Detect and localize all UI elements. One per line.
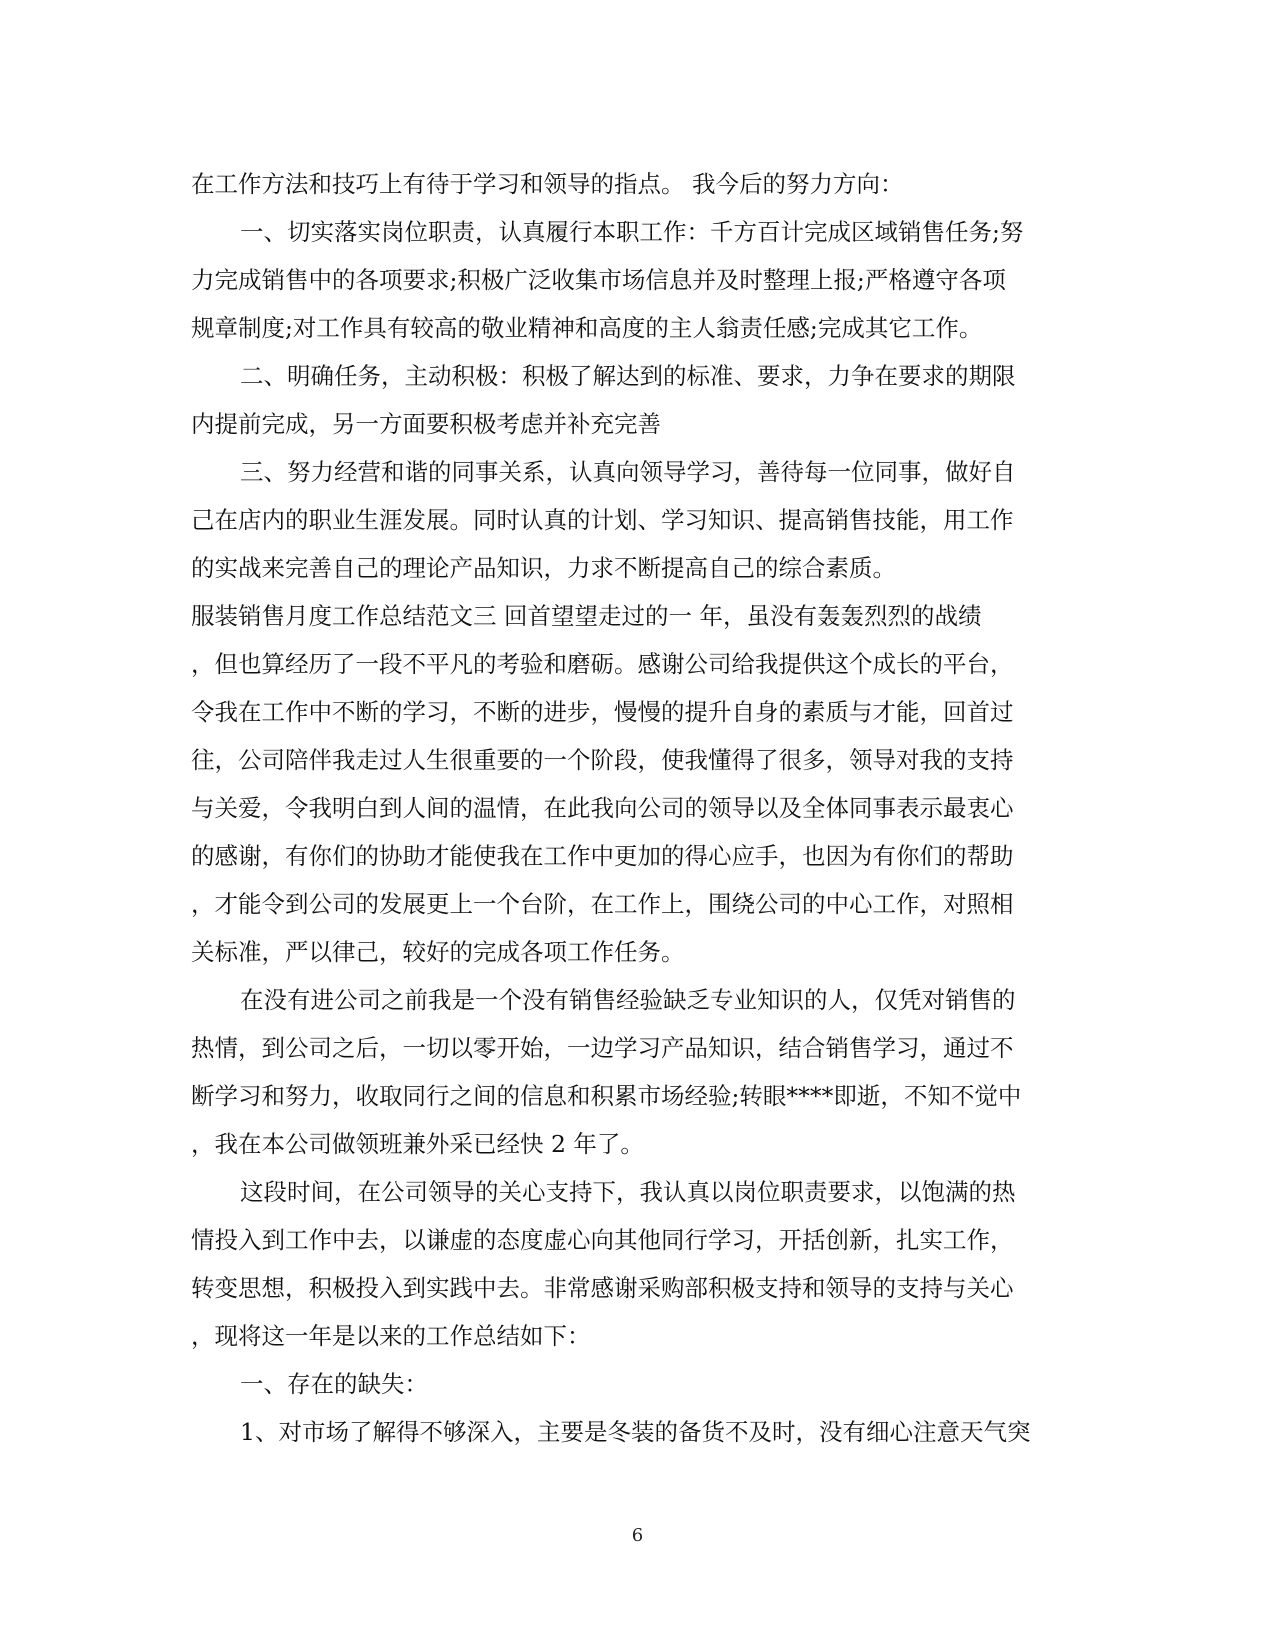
text-line: 己在店内的职业生涯发展。同时认真的计划、学习知识、提高销售技能，用工作 — [191, 506, 1014, 534]
text-line: 力完成销售中的各项要求;积极广泛收集市场信息并及时整理上报;严格遵守各项 — [191, 266, 1006, 294]
text-line: 这段时间，在公司领导的关心支持下，我认真以岗位职责要求，以饱满的热 — [240, 1178, 1016, 1206]
text-line: 的实战来完善自己的理论产品知识，力求不断提高自己的综合素质。 — [191, 554, 896, 582]
text-line: 服装销售月度工作总结范文三 回首望望走过的一 年，虽没有轰轰烈烈的战绩 — [191, 602, 982, 630]
text-line: ，但也算经历了一段不平凡的考验和磨砺。感谢公司给我提供这个成长的平台， — [191, 650, 1014, 678]
text-line: 的感谢，有你们的协助才能使我在工作中更加的得心应手，也因为有你们的帮助 — [191, 842, 1014, 870]
text-line: 三、努力经营和谐的同事关系，认真向领导学习，善待每一位同事，做好自 — [240, 458, 1016, 486]
text-line: 内提前完成，另一方面要积极考虑并补充完善 — [191, 410, 661, 438]
text-line: ，现将这一年是以来的工作总结如下： — [191, 1322, 591, 1350]
text-line: ，我在本公司做领班兼外采已经快 2 年了。 — [191, 1130, 644, 1158]
text-line: 热情，到公司之后，一切以零开始，一边学习产品知识，结合销售学习，通过不 — [191, 1034, 1014, 1062]
page-number: 6 — [631, 1525, 644, 1546]
text-line: 在没有进公司之前我是一个没有销售经验缺乏专业知识的人，仅凭对销售的 — [240, 986, 1016, 1014]
text-line: 二、明确任务，主动积极：积极了解达到的标准、要求，力争在要求的期限 — [240, 362, 1016, 390]
text-line: 往，公司陪伴我走过人生很重要的一个阶段，使我懂得了很多，领导对我的支持 — [191, 746, 1014, 774]
text-line: 一、存在的缺失： — [240, 1370, 428, 1398]
text-line: 与关爱，令我明白到人间的温情，在此我向公司的领导以及全体同事表示最衷心 — [191, 794, 1014, 822]
text-line: 转变思想，积极投入到实践中去。非常感谢采购部积极支持和领导的支持与关心 — [191, 1274, 1014, 1302]
text-line: 在工作方法和技巧上有待于学习和领导的指点。 我今后的努力方向： — [191, 170, 904, 198]
text-line: 断学习和努力，收取同行之间的信息和积累市场经验;转眼****即逝，不知不觉中 — [191, 1082, 1022, 1110]
text-line: ，才能令到公司的发展更上一个台阶，在工作上，围绕公司的中心工作，对照相 — [191, 890, 1014, 918]
text-line: 规章制度;对工作具有较高的敬业精神和高度的主人翁责任感;完成其它工作。 — [191, 314, 983, 342]
text-line: 1、对市场了解得不够深入，主要是冬装的备货不及时，没有细心注意天气突 — [240, 1418, 1031, 1446]
text-line: 一、切实落实岗位职责，认真履行本职工作：千方百计完成区域销售任务;努 — [240, 218, 1024, 246]
text-line: 关标准，严以律己，较好的完成各项工作任务。 — [191, 938, 685, 966]
text-line: 令我在工作中不断的学习，不断的进步，慢慢的提升自身的素质与才能，回首过 — [191, 698, 1014, 726]
text-line: 情投入到工作中去，以谦虚的态度虚心向其他同行学习，开括创新，扎实工作， — [191, 1226, 1014, 1254]
body-text — [191, 160, 1081, 1456]
